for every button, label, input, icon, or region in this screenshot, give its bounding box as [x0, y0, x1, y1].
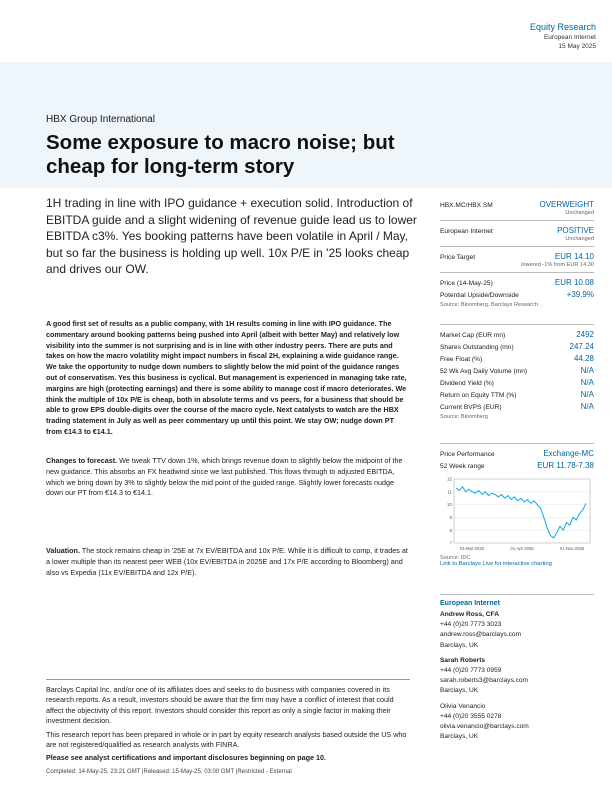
- analysts-heading: European Internet: [440, 600, 500, 607]
- market-row: [440, 402, 594, 414]
- report-date: 15 May 2025: [558, 43, 596, 50]
- chart-x-tick: 01-Apr-2025: [510, 546, 534, 551]
- market-row: [440, 354, 594, 366]
- market-row-value: 2492: [576, 330, 594, 339]
- market-row-label: Current BVPS (EUR): [440, 404, 502, 411]
- disclaimer: [46, 679, 410, 777]
- price-chart: [440, 473, 594, 555]
- chart-y-tick: 9: [449, 515, 452, 520]
- valuation-paragraph: [46, 546, 410, 578]
- changes-text: We tweak TTV down 1%, which brings revenue down to slightly below the midpoint of the new guidance. This absorbs an FX headwind since we last published. This flows through to adjusted EBITDA, which we bring down by 3% to slightly below the mid point of the guided range. Slightly lower forecasts nudge down our PT from €14.3 to €14.1.: [46, 456, 403, 498]
- market-row-label: Dividend Yield (%): [440, 380, 494, 387]
- range-label: 52 Week range: [440, 463, 485, 470]
- analyst-phone: +44 (0)20 7773 0959: [440, 667, 502, 675]
- market-row: [440, 342, 594, 354]
- section-label: Equity Research: [529, 22, 596, 32]
- analyst-entity: Barclays, UK: [440, 641, 479, 649]
- price-value: EUR 10.08: [554, 278, 594, 287]
- analysts-panel: [440, 594, 594, 747]
- changes-paragraph: [46, 456, 410, 499]
- perf-exchange: Exchange-MC: [543, 449, 594, 458]
- changes-label: Changes to forecast.: [46, 456, 118, 465]
- upside-value: +39.9%: [566, 290, 594, 299]
- analyst-phone: +44 (0)20 7773 3023: [440, 621, 502, 629]
- market-row-label: Free Float (%): [440, 356, 483, 363]
- chart-x-tick: 01-Nov-2025: [559, 546, 585, 551]
- lead-summary: 1H trading in line with IPO guidance + execution solid. Introduction of EBITDA guide and a slight widening of revenue guide lead us to lower EBITDA c3%. Yes booking patterns have been volatile in April / May, but so far the business is holding up well. 10x P/E in '25 looks cheap and drives our OW.: [46, 196, 417, 277]
- analyst-card: [440, 702, 594, 743]
- upside-label: Potential Upside/Downside: [440, 292, 519, 299]
- analyst-email[interactable]: olivia.venancio@barclays.com: [440, 723, 529, 731]
- chart-y-tick: 12: [446, 476, 452, 482]
- pt-note: lowered -1% from EUR 14.30: [521, 262, 594, 268]
- ratings-source: Source: Bloomberg, Barclays Research: [440, 302, 538, 308]
- disclaimer-p3: Please see analyst certifications and important disclosures beginning on page 10.: [46, 753, 326, 763]
- chart-y-tick: 7: [449, 540, 452, 546]
- analyst-name: Andrew Ross, CFA: [440, 611, 499, 618]
- market-row-label: 52 Wk Avg Daily Volume (mn): [440, 368, 528, 375]
- industry-rating: POSITIVE: [557, 226, 594, 235]
- valuation-text: The stock remains cheap in '25E at 7x EV/EBITDA and 10x P/E. While it is difficult to comp, it trades at a lower multiple than its nearest peer WEB (10x EV/EBITDA in 2025E and 17x P/E according to Bloomberg) and also vs Expedia (11x EV/EBITDA and 12x P/E).: [46, 546, 408, 577]
- pt-value: EUR 14.10: [554, 252, 594, 261]
- report-header: [530, 22, 596, 50]
- chart-y-tick: 11: [447, 489, 452, 495]
- performance-panel: [440, 443, 594, 567]
- analyst-email[interactable]: andrew.ross@barclays.com: [440, 631, 522, 639]
- analyst-entity: Barclays, UK: [440, 687, 479, 695]
- perf-label: Price Performance: [440, 451, 495, 458]
- market-row-value: 247.24: [569, 342, 594, 351]
- price-label: Price (14-May-25): [440, 280, 493, 287]
- market-row-value: N/A: [580, 402, 594, 411]
- analyst-card: [440, 656, 594, 697]
- sector-label: European Internet: [543, 34, 596, 41]
- release-footer: Completed: 14-May-25, 23:21 GMT |Released: 15-May-25, 03:00 GMT |Restricted - External: [46, 768, 292, 775]
- chart-y-tick: 8: [449, 527, 452, 533]
- disclaimer-p2: This research report has been prepared in whole or in part by equity research analysts based outside the US who are not registered/qualified as research analysts with FINRA.: [46, 729, 407, 750]
- market-row: [440, 366, 594, 378]
- market-row-label: Market Cap (EUR mn): [440, 332, 506, 339]
- chart-frame: [454, 479, 590, 543]
- industry-change: Unchanged: [565, 236, 594, 242]
- analyst-name: Olivia Venancio: [440, 702, 486, 710]
- industry-label: European Internet: [440, 228, 493, 235]
- analyst-card: [440, 610, 594, 651]
- market-row-label: Return on Equity TTM (%): [440, 392, 517, 399]
- summary-paragraph: A good first set of results as a public company, with 1H results coming in line with IPO guidance. The commentary around booking patterns being pushed into April (albeit with better May) and relatively low visibility into the summer is not surprising and is in line with other industry peers. There are puts and takes on how the macro volatility might impact numbers in fiscal 2H, explaining a wide guidance range. We take the opportunity to nudge down numbers to slightly below the mid point of the guidance ranges out of conservatism. Yes this business is cyclical. But management is experienced in managing take rate, margins are high (protecting earnings) and there is some ability to manage cost if macro deteriorates. We think the multiple of 10x P/E is cheap, both in absolute terms and vs peers, for a business that should be able to grow EPS double-digits over the course of the macro cycle. Next catalysts to watch are the HBX trading statement in July as well as peer commentary up until this point. We stay OW; nudge down PT from €14.3 to €14.1.: [46, 319, 407, 436]
- ticker-change: Unchanged: [565, 210, 594, 216]
- analyst-phone: +44 (0)20 3555 0278: [440, 712, 502, 720]
- headline: Some exposure to macro noise; but cheap for long-term story: [46, 131, 395, 178]
- pt-label: Price Target: [440, 254, 476, 261]
- analyst-email[interactable]: sarah.roberts3@barclays.com: [440, 677, 529, 685]
- analyst-name: Sarah Roberts: [440, 656, 486, 664]
- company-name: HBX Group International: [46, 114, 155, 125]
- market-row: [440, 378, 594, 390]
- ticker-label: HBX.MC/HBX SM: [440, 202, 493, 209]
- disclaimer-p1: Barclays Capital Inc. and/or one of its affiliates does and seeks to do business with companies covered in its research reports. As a result, investors should be aware that the firm may have a conflict of interest that could affect the objectivity of this report. Investors should consider this report as only a single factor in making their investment decision.: [46, 685, 394, 726]
- chart-x-tick: 01-Mar-2025: [460, 546, 484, 551]
- range-value: EUR 11.78-7.38: [537, 461, 594, 470]
- barclays-live-link[interactable]: Link to Barclays Live for interactive charting: [440, 561, 552, 567]
- market-row: [440, 390, 594, 402]
- ticker-rating: OVERWEIGHT: [539, 200, 594, 209]
- market-row-value: 44.28: [573, 354, 594, 363]
- market-row-value: N/A: [580, 366, 594, 375]
- market-row-value: N/A: [580, 390, 594, 399]
- ratings-panel: [440, 200, 594, 308]
- chart-source: Source: IDC: [440, 555, 471, 561]
- valuation-label: Valuation.: [46, 546, 80, 555]
- market-row-label: Shares Outstanding (mn): [440, 344, 514, 351]
- market-row: [440, 330, 594, 342]
- market-row-value: N/A: [580, 378, 594, 387]
- market-panel: [440, 324, 594, 420]
- chart-y-tick: 10: [446, 502, 452, 508]
- analyst-entity: Barclays, UK: [440, 733, 479, 741]
- market-source: Source: Bloomberg: [440, 414, 488, 420]
